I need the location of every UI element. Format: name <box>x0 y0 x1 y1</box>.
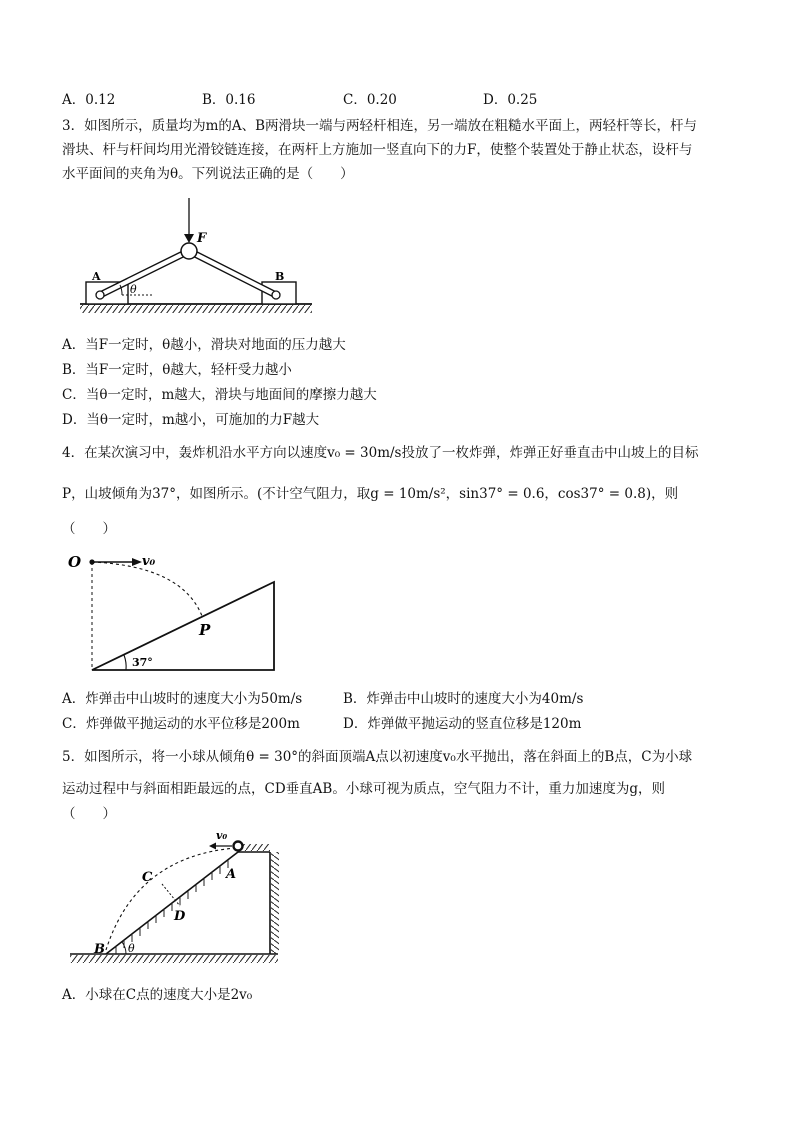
q5-figure <box>66 826 288 966</box>
q3-stem-line-1: 3．如图所示，质量均为m的A、B两滑块一端与两轻杆相连，另一端放在粗糙水平面上，两轻杆等长，杆与 <box>62 118 698 134</box>
q2-option-d: D．0.25 <box>483 92 538 108</box>
q3-stem-line-2: 滑块、杆与杆间均用光滑铰链连接，在两杆上方施加一竖直向下的力F，使整个装置处于静止状态，设杆与 <box>62 142 693 158</box>
q3-block-b-label: B <box>275 270 285 283</box>
q5-c-label: C <box>142 870 153 885</box>
q3-figure <box>76 194 316 318</box>
q4-velocity-label: v₀ <box>142 554 156 569</box>
q4-trajectory <box>92 562 202 616</box>
q5-b-label: B <box>94 942 105 957</box>
q5-trajectory <box>106 848 236 950</box>
q2-option-b: B．0.16 <box>202 92 256 108</box>
q2-option-a: A．0.12 <box>62 92 116 108</box>
q5-stem-line-3: （ ） <box>62 806 116 822</box>
q4-target-label: P <box>199 621 211 639</box>
q4-angle-label: 37° <box>132 656 153 669</box>
q3-force-label: F <box>197 231 207 246</box>
q4-option-c: C．炸弹做平抛运动的水平位移是200m <box>62 716 300 732</box>
q4-slope <box>92 582 274 670</box>
q3-hinge-a <box>96 291 104 299</box>
q3-option-a: A．当F一定时，θ越小，滑块对地面的压力越大 <box>62 337 346 353</box>
q3-angle-label: θ <box>130 283 137 296</box>
q5-d-label: D <box>174 909 186 924</box>
q3-option-c: C．当θ一定时，m越大，滑块与地面间的摩擦力越大 <box>62 387 377 403</box>
q5-option-a: A．小球在C点的速度大小是2v₀ <box>62 987 253 1003</box>
q3-ground-hatch <box>80 305 312 313</box>
q4-origin-label: O <box>68 553 82 571</box>
q3-block-a-label: A <box>92 270 101 283</box>
q5-a-label: A <box>226 867 237 882</box>
q3-option-d: D．当θ一定时，m越小，可施加的力F越大 <box>62 412 320 428</box>
q4-stem-line-1: 4．在某次演习中，轰炸机沿水平方向以速度v₀ = 30m/s投放了一枚炸弹，炸弹正好垂直击中山坡上的目标 <box>62 445 699 461</box>
q4-option-a: A．炸弹击中山坡时的速度大小为50m/s <box>62 691 303 707</box>
q4-option-d: D．炸弹做平抛运动的竖直位移是120m <box>343 716 582 732</box>
q4-stem-line-3: （ ） <box>62 521 116 537</box>
q3-option-b: B．当F一定时，θ越大，轻杆受力越小 <box>62 362 292 378</box>
q5-wall-hatch <box>271 852 279 954</box>
q3-hinge-top <box>181 243 197 259</box>
q5-angle-label: θ <box>128 942 135 955</box>
q5-stem-line-2: 运动过程中与斜面相距最远的点，CD垂直AB。小球可视为质点，空气阻力不计，重力加速度为g，则 <box>62 781 665 797</box>
q4-stem-line-2: P，山坡倾角为37°，如图所示。(不计空气阻力，取g = 10m/s²，sin37° = 0.6，cos37° = 0.8)，则 <box>62 486 679 502</box>
q5-cd-line <box>162 884 180 906</box>
q4-option-b: B．炸弹击中山坡时的速度大小为40m/s <box>343 691 584 707</box>
q3-hinge-b <box>272 291 280 299</box>
q3-stem-line-3: 水平面间的夹角为θ。下列说法正确的是（ ） <box>62 166 354 182</box>
q5-stem-line-1: 5．如图所示，将一小球从倾角θ = 30°的斜面顶端A点以初速度v₀水平抛出，落在斜面上的B点，C为小球 <box>62 749 693 765</box>
q5-incline-hatch <box>116 860 228 954</box>
q5-velocity-label: v₀ <box>216 829 228 842</box>
q5-ball <box>234 842 243 851</box>
q4-figure <box>62 546 288 676</box>
q2-option-c: C．0.20 <box>343 92 397 108</box>
